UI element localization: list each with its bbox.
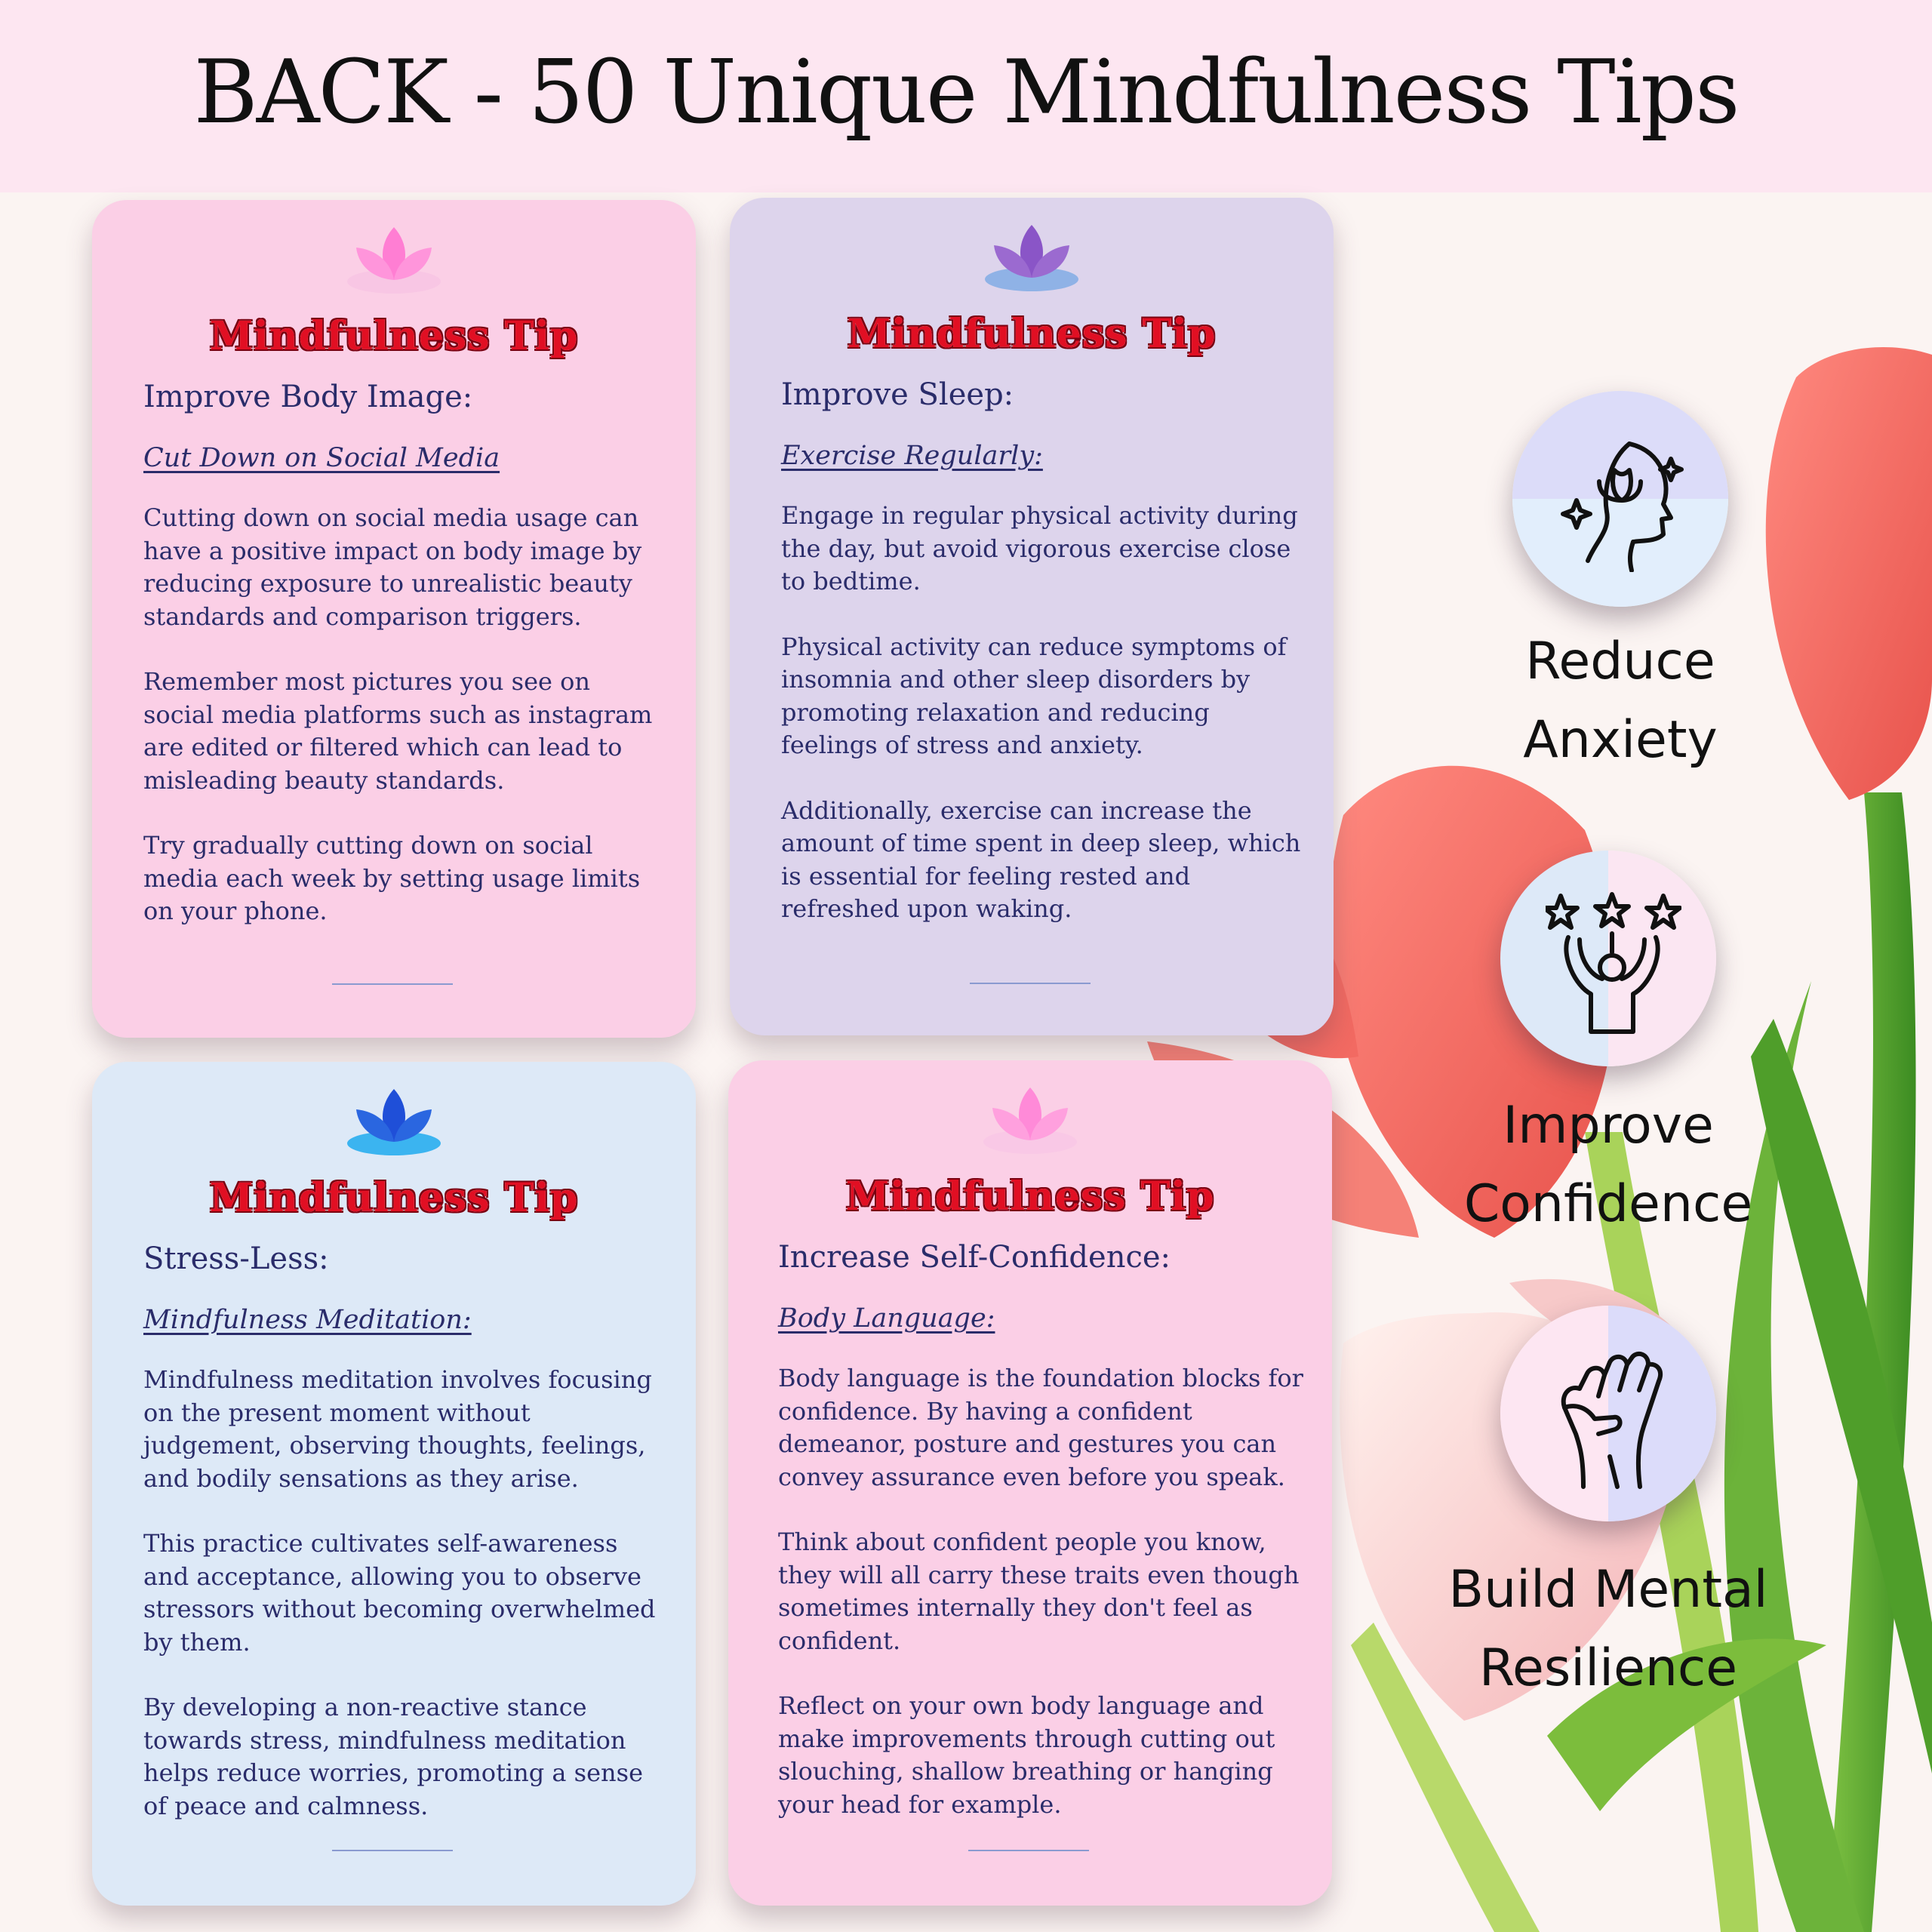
tip-card-sleep — [730, 198, 1334, 1035]
mind-lotus-head-icon — [1558, 429, 1686, 572]
benefit-label-reduce-anxiety: Reduce Anxiety — [1523, 632, 1718, 770]
raised-fist-icon — [1546, 1343, 1674, 1494]
benefit-label-mental-resilience: Build Mental Resilience — [1448, 1560, 1768, 1698]
card-divider — [332, 1850, 453, 1851]
tip-heading: Mindfulness Tip — [209, 1175, 579, 1221]
tip-heading: Mindfulness Tip — [847, 311, 1217, 357]
tip-body — [143, 1364, 664, 1855]
tip-title: Improve Body Image: — [143, 380, 473, 414]
tip-card-stress-less — [92, 1062, 696, 1906]
card-divider — [332, 983, 453, 985]
tip-paragraph: Remember most pictures you see on social media platforms such as instagram are edited or filtered which can lead to misleading beauty standards. — [143, 667, 653, 795]
page-title: BACK - 50 Unique Mindfulness Tips — [193, 42, 1739, 143]
tip-paragraph: Cutting down on social media usage can have a positive impact on body image by reducing exposure to unrealistic beauty standards and comparison triggers. — [143, 503, 642, 631]
raised-hands-stars-icon — [1546, 888, 1681, 1039]
benefit-circle-improve-confidence — [1500, 851, 1716, 1066]
tip-body — [143, 502, 664, 961]
tip-title: Increase Self-Confidence: — [778, 1240, 1171, 1275]
tip-heading: Mindfulness Tip — [845, 1174, 1215, 1220]
tip-paragraph: Try gradually cutting down on social media each week by setting usage limits on your phone. — [143, 831, 641, 925]
tip-title: Improve Sleep: — [781, 377, 1014, 412]
tip-title: Stress-Less: — [143, 1241, 329, 1276]
tip-body — [781, 500, 1302, 958]
header-banner — [0, 0, 1932, 192]
tip-paragraph: Additionally, exercise can increase the amount of time spent in deep sleep, which is essential for feeling rested and refreshed upon waking. — [781, 795, 1301, 923]
tip-heading: Mindfulness Tip — [209, 313, 579, 359]
tip-body — [778, 1362, 1306, 1854]
tip-paragraph: Engage in regular physical activity during the day, but avoid vigorous exercise close to bedtime. — [781, 501, 1298, 595]
tip-subtitle: Mindfulness Meditation: — [143, 1305, 472, 1335]
tip-paragraph: Body language is the foundation blocks for confidence. By having a confident demeanor, posture and gestures you can convey assurance even before you speak. — [778, 1364, 1303, 1491]
tip-paragraph: Physical activity can reduce symptoms of insomnia and other sleep disorders by promoting relaxation and reducing feelings of stress and anxiety. — [781, 632, 1287, 759]
tip-paragraph: Mindfulness meditation involves focusing on the present moment without judgement, observing thoughts, feelings, and bodily sensations as they arise. — [143, 1365, 652, 1493]
benefit-circle-mental-resilience — [1500, 1306, 1716, 1521]
tip-subtitle: Body Language: — [778, 1303, 995, 1334]
tip-paragraph: Reflect on your own body language and make improvements through cutting out slouching, shallow breathing or hanging your head for example. — [778, 1691, 1275, 1819]
card-divider — [970, 983, 1091, 984]
tip-paragraph: By developing a non-reactive stance towards stress, mindfulness meditation helps reduce worries, promoting a sense of peace and calmness. — [143, 1693, 643, 1820]
card-divider — [968, 1850, 1089, 1851]
tip-card-self-confidence — [728, 1060, 1332, 1906]
tip-card-body-image — [92, 200, 696, 1038]
tip-subtitle: Cut Down on Social Media — [143, 443, 500, 473]
benefit-label-improve-confidence: Improve Confidence — [1463, 1096, 1753, 1234]
tip-subtitle: Exercise Regularly: — [781, 441, 1043, 471]
tip-paragraph: This practice cultivates self-awareness and acceptance, allowing you to observe stressors without becoming overwhelmed by them. — [143, 1529, 656, 1657]
benefit-circle-reduce-anxiety — [1512, 391, 1728, 607]
tip-paragraph: Think about confident people you know, they will all carry these traits even though sometimes internally they don't feel as confident. — [778, 1527, 1300, 1655]
